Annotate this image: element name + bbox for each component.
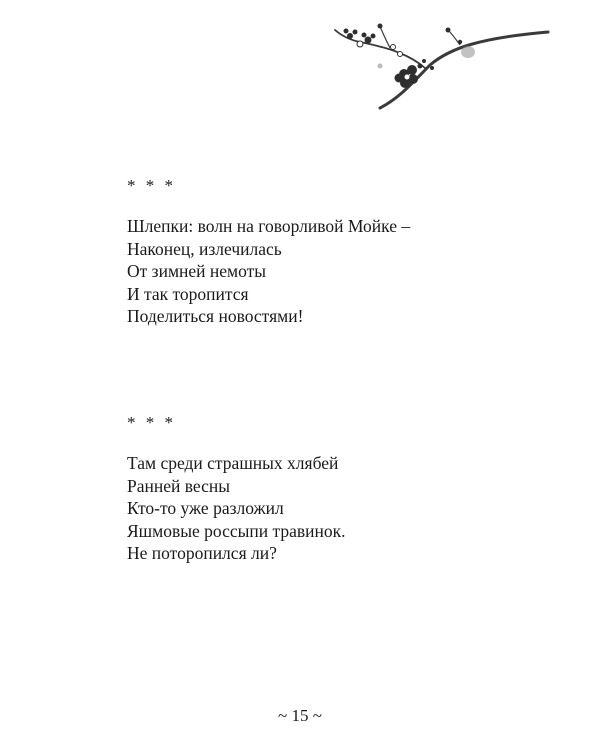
poem-separator: * * * [127,413,173,432]
blossom-branch-icon [320,10,550,115]
poem-line: Ранней весны [127,475,230,496]
poem-2 [127,413,487,565]
poem-line: Там среди страшных хлябей [127,453,339,473]
poem-line: Кто-то уже разложил [127,498,284,518]
poem-line: Яшмовые россыпи травинок. [127,520,346,541]
poem-line: Шлепки: волн на говорливой Мойке – [127,216,411,236]
poem-1 [127,176,487,328]
poem-line: Наконец, излечилась [127,238,282,259]
page-number: ~ 15 ~ [278,706,322,725]
poem-line: От зимней немоты [127,261,267,281]
poem-separator: * * * [127,176,173,195]
poem-line: Поделиться новостями! [127,306,304,326]
poem-line: И так торопится [127,283,249,304]
poem-line: Не поторопился ли? [127,543,277,563]
